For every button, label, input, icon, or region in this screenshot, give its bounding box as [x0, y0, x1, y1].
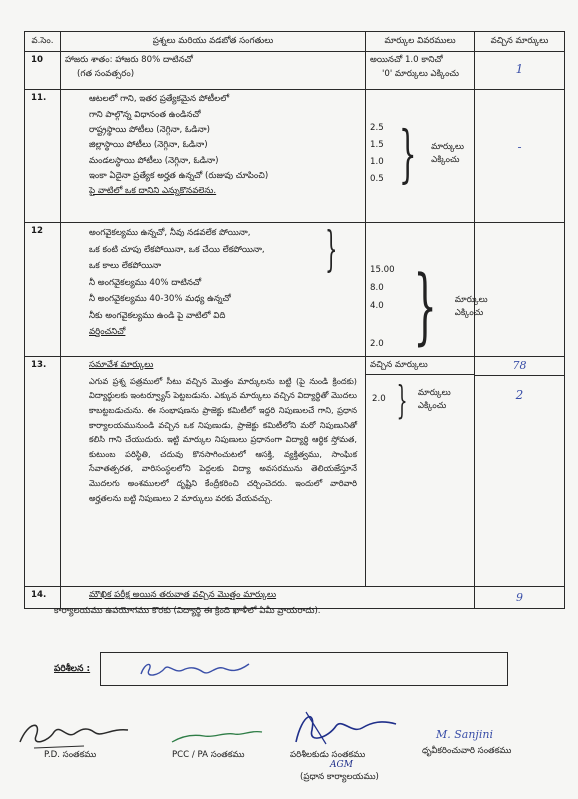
table-row	[25, 90, 565, 223]
row-number: 14.	[25, 586, 61, 608]
row-description	[61, 52, 366, 90]
instruction-line: మార్కులు	[454, 295, 488, 306]
detail-line: అయినచో 1.0 కానిచో	[370, 55, 443, 66]
office-use-note: కార్యాలయము ఉపయోగము కొరకు (విద్యార్థి ఈ క్రింది ఖాళీలో ఏమీ వ్రాయరాదు).	[54, 606, 321, 616]
marks-cell	[475, 356, 565, 586]
row-detail	[366, 52, 475, 90]
values-group	[370, 259, 488, 355]
row-line: వర్తించనిచో	[89, 327, 126, 338]
row-number: 10	[25, 52, 61, 90]
value: 2.5	[370, 123, 384, 134]
row-line: పై వాటిలో ఒక దానిని ఎన్నుకొనవలెను.	[89, 186, 217, 197]
signature-label: ధృవీకరించువారి సంతకము	[422, 746, 512, 756]
header-sno: వ.సెం.	[25, 32, 61, 52]
instruction-line: ఎక్కించు	[454, 308, 484, 319]
instruction	[455, 294, 488, 321]
row-line: నీ అంగవైకల్యము 40% దాటినచో	[89, 277, 202, 288]
row-paragraph: ఎగువ ప్రశ్న పత్రములో సీటు వచ్చిన మొత్తం మార్కులను బట్టి (పై నుండి క్రిందకు) విద్యార్థులకు ఇంటర్వ్యూస్ పెట్టబడును. ఎక్కువ మార్కులు వచ్చిన విద్యార్థితో మొదలు కాబట్టబడుచును. ఈ సంభాషణను ప్రాజెక్టు కమిటీలో ఇద్దరి నిపుణులచే గాని, ప్రధాన కార్యాలయమునుండి వచ్చిన ఒక నిపుణుడు, ప్రాజెక్టు కమిటీలోని మరో నిపుణునితో కలిసి గాని చేయుదురు. ఇట్టి మార్కుల నిపుణులు ప్రధానంగా విద్యార్థి ఆర్థిక స్తోమత, కుటుంబ పరిస్థితి, చదువు కొనసాగించుటలో ఆసక్తి, వ్యక్తిత్వము, సాంఘిక సేవాతత్పరత, వారిసంస్థలలోని పెద్దలకు విద్యా అవసరమును తెలియజేస్తూనే మొదలగు అంశములలో దృష్టిని కేంద్రీకరించి చర్చించెదరు. ఇందులో వారివారి అర్హతలను బట్టి నిపుణులు 2 మార్కులు వరకు వేయవచ్చు.	[89, 375, 357, 503]
table-row	[25, 52, 565, 90]
signature-label: P.D. సంతకము	[44, 750, 97, 760]
row-line: మండలస్థాయి పోటీలు (నెగ్గినా, ఓడినా)	[89, 155, 219, 166]
instruction-line: ఎక్కించు	[417, 400, 447, 411]
row-line: హాజరు శాతం: హాజరు 80% దాటినచో	[65, 55, 193, 66]
inspector-signature-icon	[282, 704, 402, 754]
pcc-signature-icon	[168, 722, 268, 748]
brace-icon: }	[398, 116, 417, 190]
marks-cell	[475, 52, 565, 90]
values-group	[370, 116, 470, 190]
handwritten-mark: -	[517, 140, 522, 155]
row-line: నీకు అంగవైకల్యము ఉండి పై వాటిలో విది	[89, 310, 226, 321]
value: 1.0	[370, 156, 384, 167]
row-description	[61, 90, 366, 223]
verifier-signature: M. Sanjini	[436, 728, 493, 741]
marks-subcell	[475, 357, 564, 376]
instruction	[418, 387, 451, 414]
handwritten-mark: 2	[515, 387, 524, 402]
pd-signature-icon	[14, 712, 134, 752]
value-list	[370, 261, 395, 353]
marks-cell	[475, 223, 565, 356]
table-row	[25, 223, 565, 356]
row-line: గాని పాల్గొన్న విధానంత ఉండినచో	[89, 109, 201, 120]
signature-label: PCC / PA సంతకము	[172, 750, 245, 760]
evaluation-table	[24, 31, 565, 609]
detail-line: '0' మార్కులు ఎక్కించు	[382, 68, 459, 79]
table-header-row	[25, 32, 565, 52]
handwritten-mark: 78	[512, 358, 527, 372]
value: 0.5	[370, 173, 384, 184]
value: 1.5	[370, 140, 384, 151]
handwritten-mark: 9	[516, 590, 523, 604]
signature-sublabel: (ప్రధాన కార్యాలయము)	[300, 772, 379, 782]
row-line: ఇంకా ఏదైనా ప్రత్యేక అర్హత ఉన్నచో (రుజువు చూపించి)	[89, 170, 269, 181]
row-line: (గత సంవత్సరం)	[77, 68, 135, 79]
inspector-initials: AGM	[330, 760, 353, 770]
row-line: ఆటలలో గాని, ఇతర ప్రత్యేకమైన పోటీలలో	[89, 94, 230, 105]
row-line: జిల్లాస్థాయి పోటీలు (నెగ్గినా, ఓడినా)	[89, 140, 208, 151]
row-detail	[366, 356, 475, 586]
row-detail	[366, 90, 475, 223]
brace-icon: }	[412, 259, 437, 355]
row-line: నీ అంగవైకల్యము 40-30% మధ్య ఉన్నచో	[89, 294, 231, 305]
value: 15.00	[370, 265, 395, 276]
marks-cell	[475, 90, 565, 223]
marks-cell	[475, 586, 565, 608]
instruction	[431, 141, 464, 168]
value: 4.0	[370, 301, 384, 312]
row-description	[61, 356, 366, 586]
handwritten-mark: 1	[515, 62, 524, 77]
value: 2.0	[370, 339, 384, 350]
header-item: ప్రశ్నలు మరియు వడబోత సంగతులు	[61, 32, 366, 52]
value: 8.0	[370, 283, 384, 294]
detail-header: వచ్చిన మార్కులు	[366, 357, 474, 375]
row-number: 11.	[25, 90, 61, 223]
instruction-line: ఎక్కించు	[431, 154, 460, 165]
verification-label: పరిశీలన :	[54, 664, 91, 674]
value-list	[372, 393, 386, 406]
value-list	[370, 120, 384, 187]
verification-signature-icon	[131, 654, 271, 684]
header-detail: మార్కుల వివరములు	[366, 32, 475, 52]
row-line: మౌఖిక పరీక్ష అయిన తరువాత వచ్చిన మొత్తం మార్కులు	[89, 589, 277, 600]
header-marks: వచ్చిన మార్కులు	[475, 32, 565, 52]
row-line: ఒక కాలు లేకపోయినా	[89, 261, 162, 272]
table-row	[25, 586, 565, 608]
value: 2.0	[372, 394, 386, 405]
row-description	[61, 586, 475, 608]
row-number: 13.	[25, 356, 61, 586]
instruction-line: మార్కులు	[417, 387, 451, 398]
verification-box	[100, 652, 508, 686]
row-line: ఒక కంటి చూపు లేకపోయినా, ఒక చేయి లేకపోయినా,	[89, 244, 265, 255]
row-title: సమావేశ మార్కులు	[89, 359, 154, 370]
row-line: అంగవైకల్యము ఉన్నచో, నీవు నడవలేక పోయినా,	[89, 228, 251, 239]
instruction-line: మార్కులు	[431, 141, 465, 152]
brace-icon: }	[325, 221, 338, 278]
row-detail	[366, 223, 488, 356]
values-group	[366, 377, 474, 422]
row-line: రాష్ట్రస్థాయి పోటీలు (నెగ్గినా, ఓడినా)	[89, 124, 210, 135]
row-number: 12	[25, 223, 61, 356]
row-description	[61, 223, 366, 356]
brace-icon: }	[396, 377, 408, 422]
signature-label: పరిశీలకుడు సంతకము	[290, 750, 366, 760]
table-row	[25, 356, 565, 586]
